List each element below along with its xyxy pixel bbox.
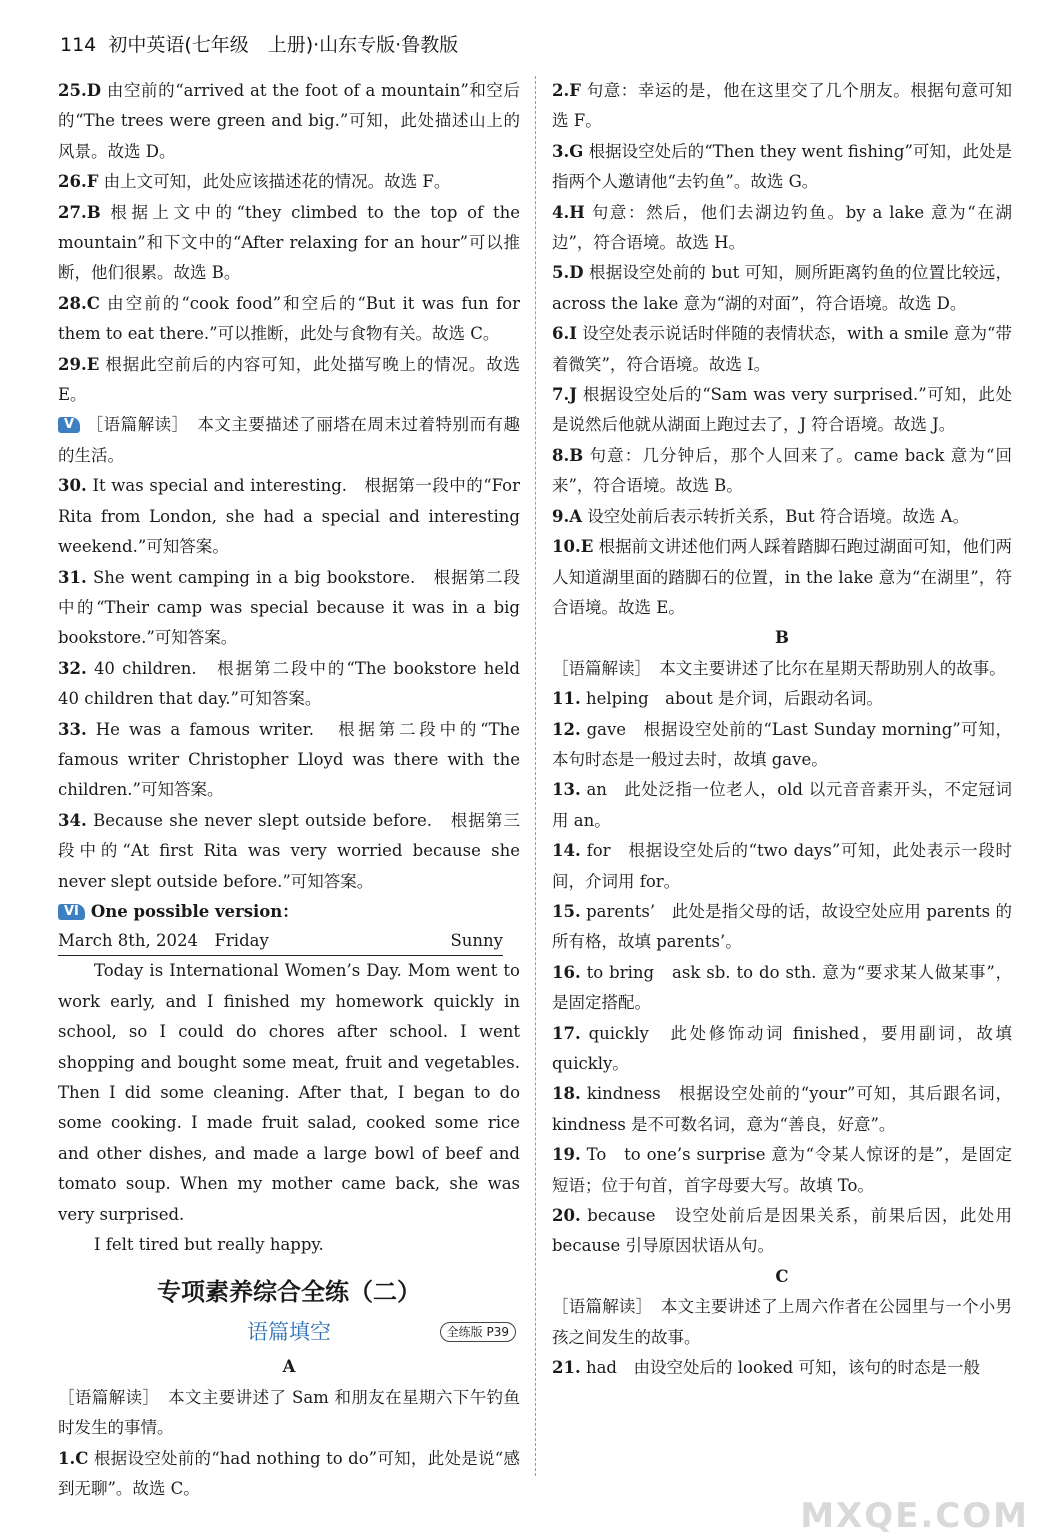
answer-item: [58, 563, 520, 654]
answer-number: 27.B: [58, 202, 101, 222]
diary-date: March 8th, 2024 Friday: [58, 931, 269, 951]
answer-item: [552, 897, 1012, 958]
answer-list: [552, 1353, 1012, 1383]
answer-item: [552, 1079, 1012, 1140]
answer-number: 12.: [552, 719, 581, 739]
answer-item: [58, 715, 520, 806]
answer-text: He was a famous writer. 根据第二段中的“The famous writer Christopher Lloyd was there with the children.”可知答案。: [58, 719, 520, 800]
answer-number: 4.H: [552, 202, 585, 222]
answer-item: [552, 715, 1012, 776]
passage-letter-b: B: [775, 628, 789, 648]
answer-text: because 设空处前后是因果关系，前果后因，此处用 because 引导原因状语从句。: [552, 1206, 1013, 1256]
answer-text: 设空处前后表示转折关系，But 符合语境。故选 A。: [587, 506, 970, 526]
answer-text: 句意：然后，他们去湖边钓鱼。by a lake 意为“在湖边”，符合语境。故选 H。: [552, 202, 1012, 253]
answer-number: 10.E: [552, 537, 594, 557]
answer-item: [58, 1444, 520, 1505]
passage-letter-a: A: [282, 1357, 296, 1377]
answer-text: 由空前的“arrived at the foot of a mountain”和空后的“The trees were green and big.”可知，此处描述山上的风景。故选 D。: [58, 81, 521, 161]
answer-number: 1.C: [58, 1448, 89, 1468]
answer-number: 25.D: [58, 81, 102, 100]
answer-text: 设空处表示说话时伴随的表情状态，with a smile 意为“带着微笑”，符合语境。故选 I。: [552, 324, 1012, 374]
diary-weather: Sunny: [450, 931, 503, 951]
answer-item: [552, 836, 1012, 897]
answer-number: 15.: [552, 901, 581, 921]
answer-item: [552, 319, 1012, 380]
answer-text: kindness 根据设空处前的“your”可知，其后跟名词，kindness 是不可数名词，意为“善良，好意”。: [552, 1084, 1012, 1134]
answer-list: [58, 471, 520, 897]
answer-number: 5.D: [552, 263, 584, 283]
answer-text: 由上文可知，此处应该描述花的情况。故选 F。: [103, 172, 451, 192]
answer-text: had 由设空处后的 looked 可知，该句的时态是一般: [585, 1358, 980, 1378]
answer-number: 2.F: [552, 81, 581, 100]
answer-number: 20.: [552, 1206, 581, 1226]
answer-item: [552, 380, 1012, 441]
answer-item: [58, 289, 520, 350]
answer-text: for 根据设空处后的“two days”可知，此处表示一段时间，介词用 for。: [552, 841, 1012, 891]
answer-item: [58, 167, 520, 197]
section-title: 专项素养综合全练（二）: [157, 1278, 421, 1307]
book-title: 初中英语(七年级 上册)·山东专版·鲁教版: [108, 34, 459, 56]
passage-b-intro: ［语篇解读］ 本文主要讲述了比尔在星期天帮助别人的故事。: [552, 658, 1006, 678]
answer-list: [552, 684, 1012, 1262]
section-vi-tag: VI: [58, 904, 85, 920]
page-number: 114: [60, 34, 97, 56]
answer-text: 句意：幸运的是，他在这里交了几个朋友。根据句意可知选 F。: [552, 81, 1012, 131]
answer-text: gave 根据设空处前的“Last Sunday morning”可知，本句时态是一般过去时，故填 gave。: [552, 719, 1012, 769]
answer-text: 根据设空处后的“Sam was very surprised.”可知，此处是说然后他就从湖面上跑过去了，J 符合语境。故选 J。: [552, 385, 1012, 435]
answer-text: 根据设空处前的 but 可知，厕所距离钓鱼的位置比较远，across the lake 意为“湖的对面”，符合语境。故选 D。: [552, 263, 1012, 313]
answer-text: 根据前文讲述他们两人踩着踏脚石跑过湖面可知，他们两人知道湖里面的踏脚石的位置，in the lake 意为“在湖里”，符合语境。故选 E。: [552, 537, 1013, 617]
answer-list: [58, 76, 520, 410]
diary-paragraph-1: Today is International Women’s Day. Mom went to work early, and I finished my homework quickly in school, so I could do chores after school. I went shopping and bought some meat, fruit and vegetables. Then I did some cleaning. After that, I began to do some cooking. I made fruit salad, cooked some rice and other dishes, and made a large bowl of beef and tomato soup. When my mother came back, she was very surprised.: [58, 961, 520, 1224]
answer-number: 3.G: [552, 141, 584, 161]
section-v-tag: V: [58, 417, 80, 433]
answer-item: [552, 958, 1012, 1019]
left-column: [58, 76, 520, 1504]
answer-number: 26.F: [58, 172, 99, 192]
answer-number: 28.C: [58, 293, 100, 313]
answer-item: [58, 806, 520, 897]
answer-item: [58, 654, 520, 715]
answer-text: She went camping in a big bookstore. 根据第二段中的“Their camp was special because it was in a big bookstore.”可知答案。: [58, 567, 521, 648]
section-v-intro: V ［语篇解读］ 本文主要描述了丽塔在周末过着特别而有趣的生活。: [58, 415, 520, 465]
answer-item: [552, 1201, 1012, 1262]
answer-number: 34.: [58, 810, 87, 830]
answer-text: Because she never slept outside before. 根据第三段中的“At first Rita was very worried because she never slept outside before.”可知答案。: [58, 810, 520, 891]
page-header: [60, 30, 458, 57]
diary-paragraph-2: I felt tired but really happy.: [94, 1235, 324, 1255]
answer-list: [58, 1444, 520, 1505]
answer-item: [552, 137, 1012, 198]
answer-number: 8.B: [552, 445, 584, 465]
answer-text: an 此处泛指一位老人，old 以元音音素开头，不定冠词用 an。: [552, 780, 1013, 830]
answer-number: 6.I: [552, 324, 577, 344]
answer-number: 19.: [552, 1145, 581, 1165]
answer-number: 18.: [552, 1084, 581, 1104]
answer-number: 11.: [552, 689, 581, 709]
answer-text: quickly 此处修饰动词 finished，要用副词，故填 quickly。: [552, 1023, 1012, 1073]
answer-number: 33.: [58, 719, 87, 739]
answer-text: parents’ 此处是指父母的话，故设空处应用 parents 的所有格，故填 parents’。: [552, 901, 1012, 952]
answer-item: [552, 198, 1012, 259]
section-vi-heading: VI One possible version：: [58, 897, 520, 927]
page-reference-badge: 全练版 P39: [440, 1322, 516, 1342]
diary-date-line: [58, 927, 503, 956]
sub-title: 语篇填空: [247, 1320, 331, 1345]
answer-item: [552, 76, 1012, 137]
sub-title-row: [58, 1314, 520, 1352]
answer-number: 13.: [552, 780, 581, 800]
answer-number: 29.E: [58, 354, 100, 374]
answer-item: [58, 198, 520, 289]
answer-item: [552, 1140, 1012, 1201]
answer-text: 40 children. 根据第二段中的“The bookstore held 40 children that day.”可知答案。: [58, 658, 520, 709]
answer-text: 根据设空处前的“had nothing to do”可知，此处是说“感到无聊”。故选 C。: [58, 1448, 520, 1499]
answer-text: 根据设空处后的“Then they went fishing”可知，此处是指两个人邀请他“去钓鱼”。故选 G。: [552, 141, 1012, 192]
answer-text: 根据上文中的“they climbed to the top of the mountain”和下文中的“After relaxing for an hour”可以推断，他们很累。故选 B。: [58, 202, 520, 283]
answer-item: [58, 471, 520, 562]
answer-item: [552, 441, 1012, 502]
watermark: MXQE.COM: [800, 1496, 1029, 1536]
answer-number: 14.: [552, 841, 581, 861]
right-column: [552, 76, 1012, 1383]
answer-text: 由空前的“cook food”和空后的“But it was fun for them to eat there.”可以推断，此处与食物有关。故选 C。: [58, 293, 520, 344]
answer-item: [58, 350, 520, 411]
answer-item: [552, 775, 1012, 836]
answer-item: [552, 532, 1012, 623]
answer-number: 30.: [58, 476, 87, 496]
column-divider: [535, 76, 536, 1476]
answer-number: 17.: [552, 1023, 581, 1043]
answer-number: 7.J: [552, 385, 578, 405]
passage-a-intro: ［语篇解读］ 本文主要讲述了 Sam 和朋友在星期六下午钓鱼时发生的事情。: [58, 1387, 520, 1438]
answer-number: 21.: [552, 1358, 581, 1378]
answer-item: [552, 258, 1012, 319]
answer-item: [552, 684, 1012, 714]
answer-list: [552, 76, 1012, 623]
answer-number: 31.: [58, 567, 87, 587]
answer-text: to bring ask sb. to do sth. 意为“要求某人做某事”，是固定搭配。: [552, 962, 1012, 1013]
passage-letter-c: C: [775, 1266, 789, 1286]
passage-c-intro: ［语篇解读］ 本文主要讲述了上周六作者在公园里与一个小男孩之间发生的故事。: [552, 1297, 1012, 1347]
answer-item: [552, 1019, 1012, 1080]
answer-text: To to one’s surprise 意为“令某人惊讶的是”，是固定短语；位于句首，首字母要大写。故填 To。: [552, 1145, 1012, 1195]
answer-number: 16.: [552, 962, 581, 982]
answer-item: [58, 76, 520, 167]
answer-number: 9.A: [552, 506, 583, 526]
answer-text: 句意：几分钟后，那个人回来了。came back 意为“回来”，符合语境。故选 B。: [552, 445, 1012, 496]
answer-item: [552, 1353, 1012, 1383]
answer-text: 根据此空前后的内容可知，此处描写晚上的情况。故选 E。: [58, 354, 521, 405]
answer-number: 32.: [58, 658, 87, 678]
answer-text: helping about 是介词，后跟动名词。: [585, 689, 884, 709]
answer-text: It was special and interesting. 根据第一段中的“For Rita from London, she had a special and interesting weekend.”可知答案。: [58, 476, 521, 557]
answer-item: [552, 502, 1012, 532]
